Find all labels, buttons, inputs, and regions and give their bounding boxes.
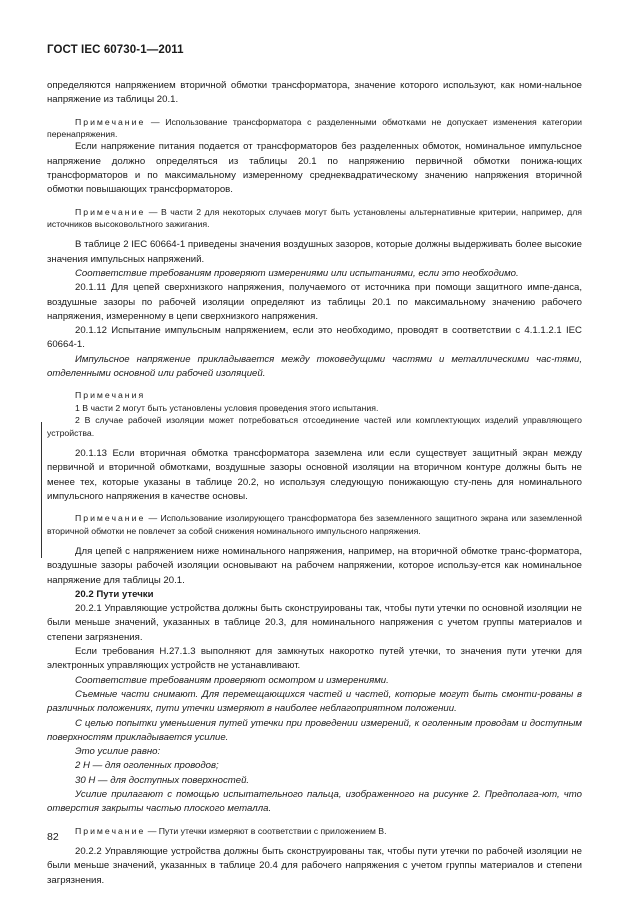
page-header: ГОСТ IEC 60730-1—2011 <box>47 44 184 56</box>
paragraph: Соответствие требованиям проверяют измерениями или испытаниями, если это необходимо. <box>75 268 519 279</box>
note <box>47 206 582 231</box>
section-heading: 20.2 Пути утечки <box>75 588 154 600</box>
note-label: Примечание <box>75 116 146 127</box>
note-item: 2 В случае рабочей изоляции может потребоваться отсоединение частей или комплектующих изделий управляющего устройства. <box>47 415 582 438</box>
note-text: — Использование трансформатора с разделенными обмотками не допускает изменения категории перенапряжения. <box>47 116 582 139</box>
note-text: — В части 2 для некоторых случаев могут быть установлены альтернативные критерии, например, для источников высоковольтного зажигания. <box>47 206 582 229</box>
change-margin-bar <box>41 422 42 558</box>
clause-20-1-11: 20.1.11 Для цепей сверхнизкого напряжения, получаемого от источника при помощи защитного импе-данса, воздушные зазоры по рабочей изоляции определяют из таблицы 20.1 по максимальному значению рабочего напряжения, измеренному в цепи сверхнизкого напряжения. <box>47 282 582 322</box>
note-item: 1 В части 2 могут быть установлены условия проведения этого испытания. <box>75 402 379 413</box>
clause-20-1-13: 20.1.13 Если вторичная обмотка трансформатора заземлена или если существует защитный экран между первичной и вторичной обмотками, воздушные зазоры основной изоляции на вторичном контуре должны быть не менее тех, которые указаны в таблице 20.2, но используя следующую понижающую сту-пень для номинального импульсного напряжения в качестве основы. <box>47 448 582 502</box>
paragraph: Импульсное напряжение прикладывается между токоведущими частями и металлическими час-тями, отделенными основной или рабочей изоляцией. <box>47 353 582 380</box>
note <box>47 512 582 537</box>
paragraph: определяются напряжением вторичной обмотки трансформатора, значение которого используют, как номи-нальное напряжение из таблицы 20.1. <box>47 80 582 106</box>
clause-20-2-2: 20.2.2 Управляющие устройства должны быть сконструированы так, чтобы пути утечки по рабочей изоляции не были меньше значений, указанных в таблице 20.4 для рабочего напряжения с учетом группы материалов и степени загрязнения. <box>47 846 582 886</box>
paragraph: В таблице 2 IEC 60664-1 приведены значения воздушных зазоров, которые должны выдерживать более высокие значения импульсных напряжений. <box>47 239 582 265</box>
paragraph: Съемные части снимают. Для перемещающихся частей и частей, которые могут быть смонти-рованы в различных положениях, пути утечки измеряют в наиболее неблагоприятном положении. <box>47 688 582 715</box>
paragraph: Для цепей с напряжением ниже номинального напряжения, например, на вторичной обмотке транс-форматора, воздушные зазоры рабочей изоляции основывают на рабочем напряжении, которое использу-ется как номинальное напряжение для таблицы 20.1. <box>47 546 582 586</box>
note <box>47 825 582 837</box>
note-label: Примечание <box>75 825 146 836</box>
clause-20-1-12: 20.1.12 Испытание импульсным напряжением, если это необходимо, проводят в соответствии с 4.1.1.2.1 IEC 60664-1. <box>47 325 582 351</box>
document-body <box>47 79 582 888</box>
note <box>47 116 582 141</box>
page-number: 82 <box>47 831 59 843</box>
paragraph: Если требования Н.27.1.3 выполняют для замкнутых накоротко путей утечки, то значения пути утечки для электронных управляющих устройств не устанавливают. <box>47 646 582 672</box>
note-text: — Использование изолирующего трансформатора без заземленного защитного экрана или заземленной вторичной обмотки не повлечет за собой снижения номинального импульсного напряжения. <box>47 513 582 536</box>
note-label: Примечание <box>75 513 146 524</box>
clause-20-2-1: 20.2.1 Управляющие устройства должны быть сконструированы так, чтобы пути утечки по основной изоляции не были меньше значений, указанных в таблице 20.3, для номинального напряжения с учетом группы материалов и степени загрязнения. <box>47 603 582 643</box>
paragraph: С целью попытки уменьшения путей утечки при проведении измерений, к оголенным проводам и доступным поверхностям прикладывается усилие. <box>47 717 582 743</box>
notes-label: Примечания <box>75 390 146 401</box>
note-label: Примечание <box>75 206 146 217</box>
list-item: 30 Н — для доступных поверхностей. <box>75 774 250 786</box>
paragraph: Если напряжение питания подается от трансформаторов без разделенных обмоток, номинальное импульсное напряжение должно определяться из таблицы 20.1 по напряжению первичной обмотки понижа-ющих трансформаторов и по максимальному измеренному среднеквадратическому значению напряжения вторичной обмотки повышающих трансформаторов. <box>47 141 582 196</box>
list-item: 2 Н — для оголенных проводов; <box>75 760 219 772</box>
paragraph: Это усилие равно: <box>75 746 161 758</box>
note-text: — Пути утечки измеряют в соответствии с приложением В. <box>145 825 387 836</box>
paragraph: Усилие прилагают с помощью испытательного пальца, изображенного на рисунке 2. Предполага-ют, что отверстия закрыты частью плоского металла. <box>47 789 582 815</box>
paragraph: Соответствие требованиям проверяют осмотром и измерениями. <box>75 674 389 686</box>
